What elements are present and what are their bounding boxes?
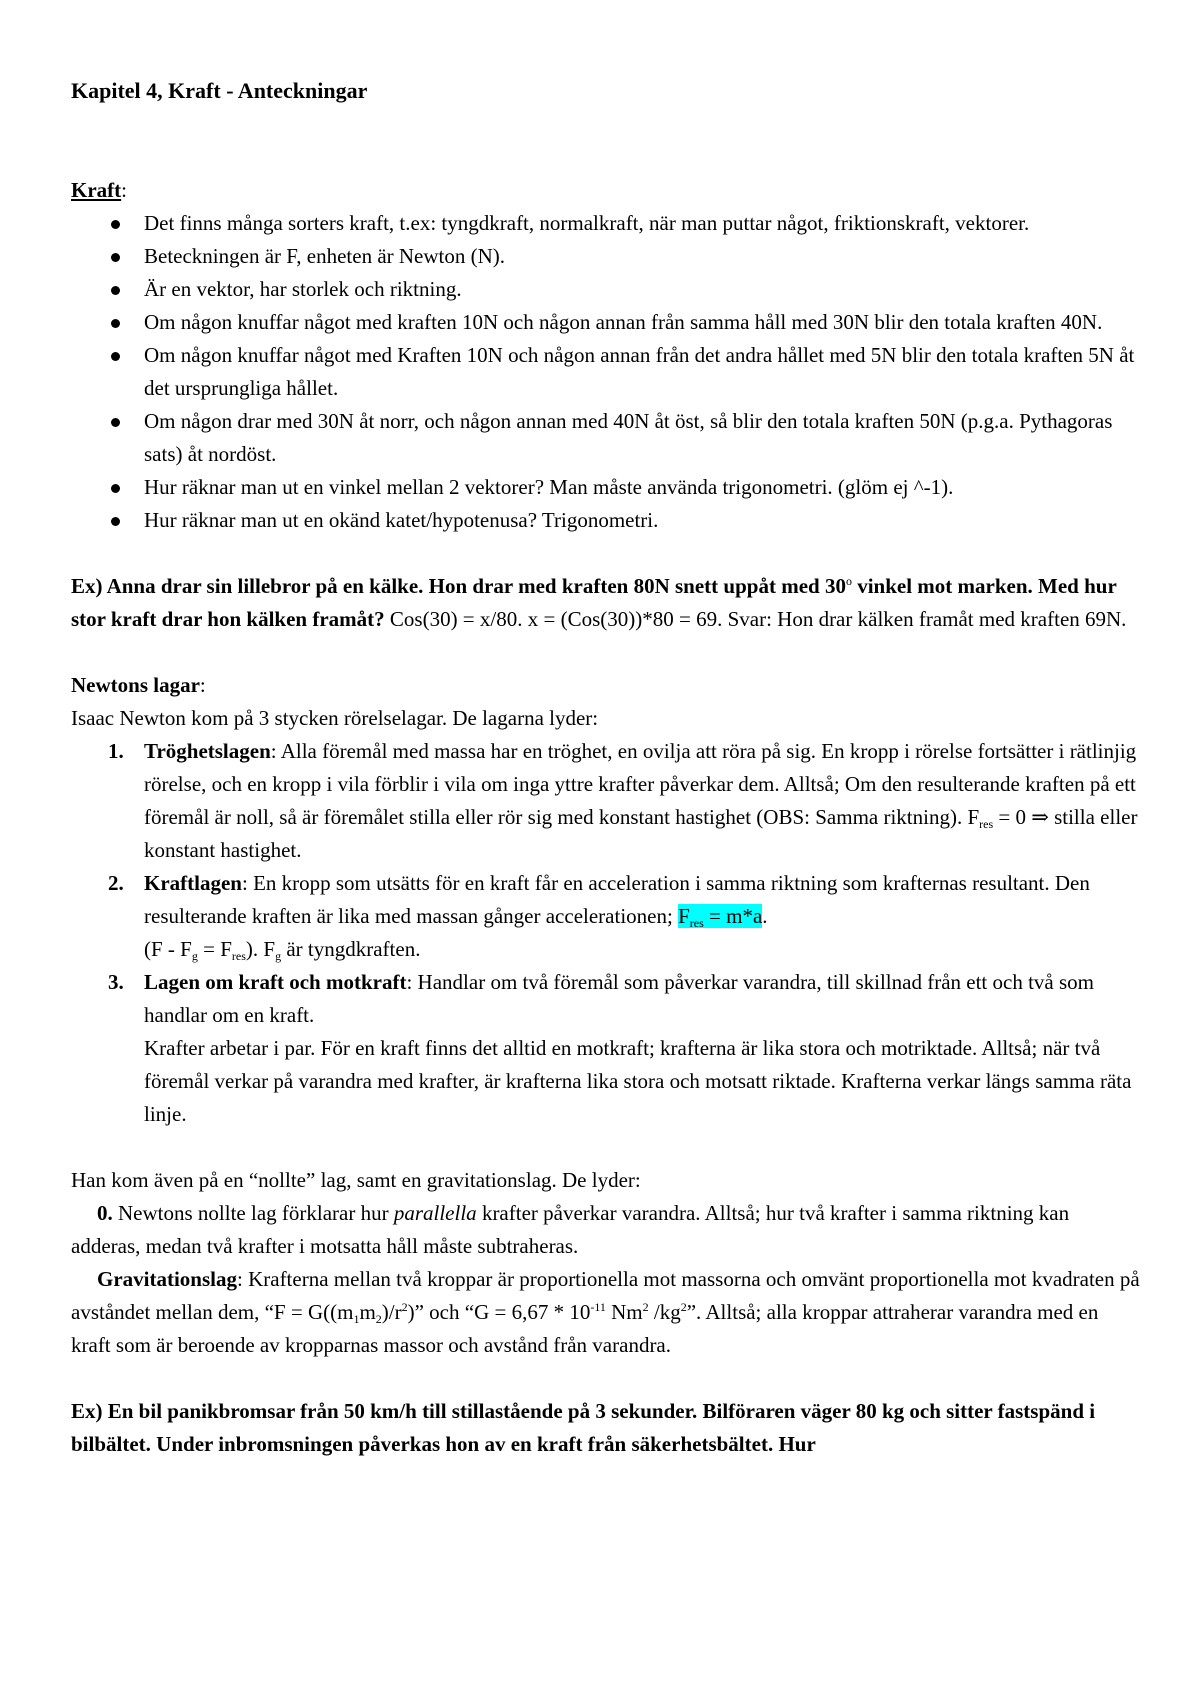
- formula-line-d: är tyngdkraften.: [281, 937, 421, 961]
- kraft-section: [71, 174, 1140, 537]
- law-text: : Alla föremål med massa har en tröghet, en ovilja att röra på sig. En kropp i rörelse fortsätter i rätlinjig rörelse, och en kropp i vila förblir i vila om inga yttre krafter påverkar dem. Alltså; Om den resulterande kraften på ett föremål är noll, så är föremålet stilla eller rör sig med konstant hastighet (OBS: Samma riktning). F: [144, 739, 1137, 829]
- bullet-text: Hur räknar man ut en vinkel mellan 2 vektorer? Man måste använda trigonometri. (glöm ej ^-1).: [144, 475, 954, 499]
- zeroth-law-italic: parallella: [393, 1201, 477, 1225]
- example-1: [71, 570, 1140, 636]
- subscript: g: [191, 949, 198, 963]
- subscript: 2: [375, 1312, 382, 1326]
- subscript: 1: [353, 1312, 360, 1326]
- highlighted-formula: [678, 904, 762, 928]
- list-item: [144, 306, 1140, 339]
- bullet-icon: [111, 352, 120, 361]
- law-item-1: [108, 735, 1140, 867]
- gravitation-law: [71, 1263, 1140, 1362]
- bullet-text: Det finns många sorters kraft, t.ex: tyngdkraft, normalkraft, när man puttar något, friktionskraft, vektorer.: [144, 211, 1030, 235]
- zeroth-law: [71, 1197, 1140, 1263]
- formula-line-a: (F - F: [144, 937, 192, 961]
- subscript: g: [275, 949, 282, 963]
- law-number: 3.: [108, 970, 124, 994]
- superscript: 2: [642, 1300, 649, 1314]
- list-item: [144, 207, 1140, 240]
- kraft-bullet-list: [71, 207, 1140, 537]
- list-item: [144, 405, 1140, 471]
- bullet-icon: [111, 220, 120, 229]
- newton-heading-line: [71, 669, 1140, 702]
- grav-text: /kg: [648, 1300, 681, 1324]
- kraft-heading-line: [71, 174, 1140, 207]
- example-1-answer: Cos(30) = x/80. x = (Cos(30))*80 = 69. Svar: Hon drar kälken framåt med kraften 69N.: [384, 607, 1127, 631]
- extra-intro: Han kom även på en “nollte” lag, samt en gravitationslag. De lyder:: [71, 1168, 641, 1192]
- formula-line-b: = F: [197, 937, 232, 961]
- formula-f: F: [678, 904, 690, 928]
- subscript: res: [979, 817, 994, 831]
- example-2-question: Ex) En bil panikbromsar från 50 km/h till stillastående på 3 sekunder. Bilföraren väger 80 kg och sitter fastspänd i bilbältet. Under inbromsningen påverkas hon av en kraft från säkerhetsbältet. Hur: [71, 1399, 1096, 1456]
- grav-text: m: [359, 1300, 376, 1324]
- zeroth-law-text-b: krafter påverkar varandra. Alltså; hur två krafter i samma riktning kan adderas, medan två krafter i motsatta håll måste subtraheras.: [71, 1201, 1070, 1258]
- law-text-end: = 0 ⇒ stilla eller konstant hastighet.: [144, 805, 1138, 862]
- superscript: 2: [401, 1300, 408, 1314]
- bullet-icon: [111, 286, 120, 295]
- kraft-heading-colon: :: [121, 178, 127, 202]
- newton-heading: Newtons lagar: [71, 673, 200, 697]
- grav-text: )/r: [381, 1300, 402, 1324]
- law-item-2: [108, 867, 1140, 966]
- example-2: [71, 1395, 1140, 1461]
- grav-text: : Krafterna mellan två kroppar är proportionella mot massorna och omvänt proportionella mot kvadraten på avståndet mellan dem, “F = G((m: [71, 1267, 1140, 1324]
- newton-heading-colon: :: [199, 673, 206, 697]
- extra-laws-section: [71, 1164, 1140, 1362]
- bullet-text: Om någon knuffar något med kraften 10N och någon annan från samma håll med 30N blir den totala kraften 40N.: [144, 310, 1103, 334]
- gravitation-law-name: Gravitationslag: [97, 1267, 237, 1291]
- bullet-icon: [111, 484, 120, 493]
- formula-rest: = m*a: [703, 904, 763, 928]
- newton-law-list: [71, 735, 1140, 1131]
- law-number: 1.: [108, 739, 124, 763]
- bullet-icon: [111, 418, 120, 427]
- law-text-end: Krafter arbetar i par. För en kraft finns det alltid en motkraft; krafterna är lika stora och motriktade. Alltså; när två föremål verkar på varandra med krafter, är krafterna lika stora och motsatt riktade. Krafterna verkar längs samma räta linje.: [144, 1036, 1132, 1126]
- subscript: res: [231, 949, 246, 963]
- subscript: res: [689, 916, 704, 930]
- example-1-question-end: vinkel mot marken. Med hur stor kraft drar hon kälken framåt?: [71, 574, 1117, 631]
- degree-mark: o: [845, 574, 852, 588]
- law-name: Lagen om kraft och motkraft: [144, 970, 407, 994]
- list-item: [144, 504, 1140, 537]
- example-1-question: Ex) Anna drar sin lillebror på en kälke. Hon drar med kraften 80N snett uppåt med 30: [71, 574, 846, 598]
- newton-intro: Isaac Newton kom på 3 stycken rörelselagar. De lagarna lyder:: [71, 706, 599, 730]
- law-number: 2.: [108, 871, 124, 895]
- grav-text: )” och “G = 6,67 * 10: [407, 1300, 591, 1324]
- law-text: : Handlar om två föremål som påverkar varandra, till skillnad från ett och två som handlar om en kraft.: [144, 970, 1094, 1027]
- newton-section: [71, 669, 1140, 1131]
- bullet-text: Om någon drar med 30N åt norr, och någon annan med 40N åt öst, så blir den totala kraften 50N (p.g.a. Pythagoras sats) åt nordöst.: [144, 409, 1113, 466]
- law-name: Tröghetslagen: [144, 739, 271, 763]
- law-item-3: [108, 966, 1140, 1131]
- bullet-icon: [111, 517, 120, 526]
- formula-dot: .: [762, 904, 768, 928]
- list-item: [144, 339, 1140, 405]
- superscript: -11: [590, 1300, 606, 1314]
- superscript: 2: [680, 1300, 687, 1314]
- zeroth-law-text-a: Newtons nollte lag förklarar hur: [112, 1201, 394, 1225]
- bullet-icon: [111, 253, 120, 262]
- bullet-text: Om någon knuffar något med Kraften 10N och någon annan från det andra hållet med 5N blir den totala kraften 5N åt det ursprungliga hållet.: [144, 343, 1135, 400]
- zeroth-law-number: 0.: [97, 1201, 113, 1225]
- page-title: Kapitel 4, Kraft - Anteckningar: [71, 78, 368, 103]
- kraft-heading: Kraft: [71, 178, 122, 202]
- law-name: Kraftlagen: [144, 871, 242, 895]
- list-item: [144, 273, 1140, 306]
- bullet-text: Beteckningen är F, enheten är Newton (N).: [144, 244, 506, 268]
- bullet-text: Hur räknar man ut en okänd katet/hypotenusa? Trigonometri.: [144, 508, 659, 532]
- formula-line-c: ). F: [245, 937, 276, 961]
- grav-text: ”. Alltså; alla kroppar attraherar varandra med en kraft som är beroende av kropparnas massor och avstånd från varandra.: [71, 1300, 1099, 1357]
- bullet-text: Är en vektor, har storlek och riktning.: [144, 277, 462, 301]
- bullet-icon: [111, 319, 120, 328]
- law-text: : En kropp som utsätts för en kraft får en acceleration i samma riktning som krafternas resultant. Den resulterande kraften är lika med massan gånger accelerationen;: [144, 871, 1090, 928]
- list-item: [144, 240, 1140, 273]
- grav-text: Nm: [605, 1300, 643, 1324]
- list-item: [144, 471, 1140, 504]
